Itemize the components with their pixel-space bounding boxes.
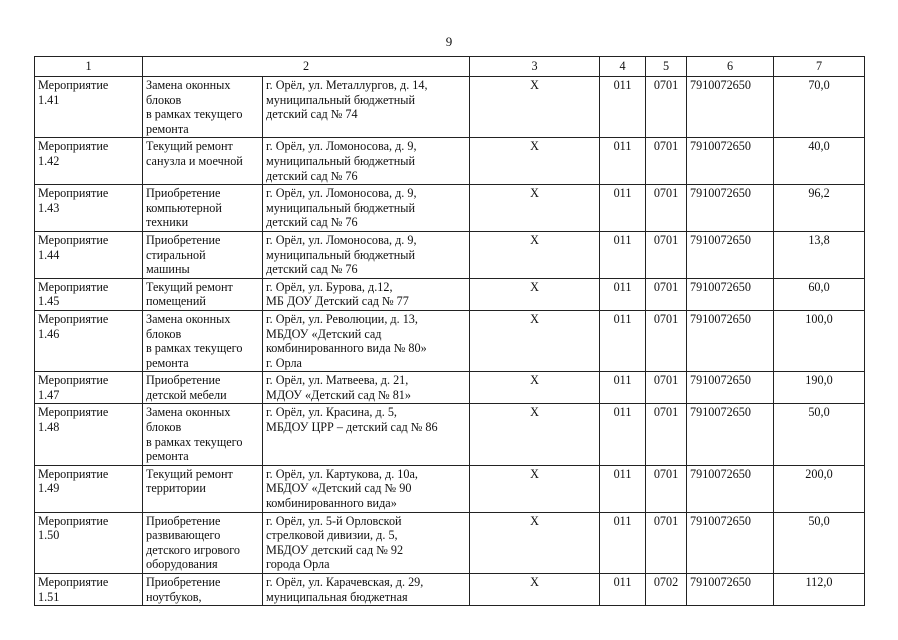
page-number: 9 — [445, 34, 453, 49]
measure-id-cell: Мероприятие 1.43 — [35, 185, 143, 232]
col5-cell: 0701 — [646, 138, 687, 185]
col7-cell: 112,0 — [774, 574, 865, 606]
col7-cell: 13,8 — [774, 231, 865, 278]
col3-cell: Х — [470, 465, 600, 512]
col7-cell: 60,0 — [774, 278, 865, 310]
measure-id-cell: Мероприятие 1.49 — [35, 465, 143, 512]
measure-name-cell: Приобретение развивающего детского игрового оборудования — [143, 512, 263, 573]
col3-cell: Х — [470, 231, 600, 278]
measure-id-cell: Мероприятие 1.41 — [35, 77, 143, 138]
col6-cell: 7910072650 — [687, 574, 774, 606]
measure-address-cell: г. Орёл, ул. Картукова, д. 10а, МБДОУ «Детский сад № 90 комбинированного вида» — [263, 465, 470, 512]
measure-name-cell: Приобретение детской мебели — [143, 372, 263, 404]
col4-cell: 011 — [600, 404, 646, 465]
col6-cell: 7910072650 — [687, 185, 774, 232]
col4-cell: 011 — [600, 372, 646, 404]
col4-cell: 011 — [600, 465, 646, 512]
col5-cell: 0702 — [646, 574, 687, 606]
col4-cell: 011 — [600, 512, 646, 573]
measure-address-cell: г. Орёл, ул. Матвеева, д. 21, МДОУ «Детский сад № 81» — [263, 372, 470, 404]
col7-cell: 96,2 — [774, 185, 865, 232]
header-col-5: 5 — [646, 57, 687, 77]
col4-cell: 011 — [600, 185, 646, 232]
col7-cell: 50,0 — [774, 404, 865, 465]
col7-cell: 200,0 — [774, 465, 865, 512]
table-row — [35, 77, 865, 138]
col4-cell: 011 — [600, 278, 646, 310]
col7-cell: 70,0 — [774, 77, 865, 138]
col5-cell: 0701 — [646, 231, 687, 278]
col3-cell: Х — [470, 278, 600, 310]
measures-table — [34, 56, 865, 606]
measure-id-cell: Мероприятие 1.50 — [35, 512, 143, 573]
col3-cell: Х — [470, 138, 600, 185]
col6-cell: 7910072650 — [687, 465, 774, 512]
header-col-1: 1 — [35, 57, 143, 77]
header-col-7: 7 — [774, 57, 865, 77]
col3-cell: Х — [470, 512, 600, 573]
measure-address-cell: г. Орёл, ул. 5-й Орловской стрелковой дивизии, д. 5, МБДОУ детский сад № 92 города Орла — [263, 512, 470, 573]
col7-cell: 40,0 — [774, 138, 865, 185]
measure-address-cell: г. Орёл, ул. Бурова, д.12, МБ ДОУ Детский сад № 77 — [263, 278, 470, 310]
header-col-4: 4 — [600, 57, 646, 77]
measure-address-cell: г. Орёл, ул. Ломоносова, д. 9, муниципальный бюджетный детский сад № 76 — [263, 231, 470, 278]
table-row — [35, 138, 865, 185]
header-row — [35, 57, 865, 77]
col6-cell: 7910072650 — [687, 77, 774, 138]
col7-cell: 50,0 — [774, 512, 865, 573]
measure-address-cell: г. Орёл, ул. Карачевская, д. 29, муниципальная бюджетная — [263, 574, 470, 606]
col4-cell: 011 — [600, 574, 646, 606]
measure-address-cell: г. Орёл, ул. Ломоносова, д. 9, муниципальный бюджетный детский сад № 76 — [263, 185, 470, 232]
measure-id-cell: Мероприятие 1.45 — [35, 278, 143, 310]
col5-cell: 0701 — [646, 185, 687, 232]
col6-cell: 7910072650 — [687, 278, 774, 310]
table-row — [35, 574, 865, 606]
col3-cell: Х — [470, 574, 600, 606]
table-row — [35, 310, 865, 371]
col4-cell: 011 — [600, 310, 646, 371]
table-row — [35, 372, 865, 404]
col5-cell: 0701 — [646, 465, 687, 512]
measure-address-cell: г. Орёл, ул. Революции, д. 13, МБДОУ «Детский сад комбинированного вида № 80» г. Орла — [263, 310, 470, 371]
col5-cell: 0701 — [646, 310, 687, 371]
col3-cell: Х — [470, 310, 600, 371]
table-row — [35, 231, 865, 278]
measure-name-cell: Текущий ремонт территории — [143, 465, 263, 512]
table-row — [35, 465, 865, 512]
col5-cell: 0701 — [646, 77, 687, 138]
col7-cell: 190,0 — [774, 372, 865, 404]
measure-id-cell: Мероприятие 1.42 — [35, 138, 143, 185]
col5-cell: 0701 — [646, 512, 687, 573]
col3-cell: Х — [470, 404, 600, 465]
col6-cell: 7910072650 — [687, 310, 774, 371]
col4-cell: 011 — [600, 138, 646, 185]
measure-name-cell: Приобретение стиральной машины — [143, 231, 263, 278]
measure-id-cell: Мероприятие 1.44 — [35, 231, 143, 278]
header-col-6: 6 — [687, 57, 774, 77]
col3-cell: Х — [470, 77, 600, 138]
col5-cell: 0701 — [646, 278, 687, 310]
measure-address-cell: г. Орёл, ул. Металлургов, д. 14, муниципальный бюджетный детский сад № 74 — [263, 77, 470, 138]
measure-name-cell: Замена оконных блоков в рамках текущего ремонта — [143, 77, 263, 138]
measure-address-cell: г. Орёл, ул. Ломоносова, д. 9, муниципальный бюджетный детский сад № 76 — [263, 138, 470, 185]
table-body — [35, 77, 865, 606]
measure-id-cell: Мероприятие 1.51 — [35, 574, 143, 606]
measure-name-cell: Текущий ремонт помещений — [143, 278, 263, 310]
col5-cell: 0701 — [646, 404, 687, 465]
col6-cell: 7910072650 — [687, 138, 774, 185]
col4-cell: 011 — [600, 77, 646, 138]
col5-cell: 0701 — [646, 372, 687, 404]
col6-cell: 7910072650 — [687, 404, 774, 465]
measure-id-cell: Мероприятие 1.46 — [35, 310, 143, 371]
measure-address-cell: г. Орёл, ул. Красина, д. 5, МБДОУ ЦРР – детский сад № 86 — [263, 404, 470, 465]
measure-name-cell: Замена оконных блоков в рамках текущего ремонта — [143, 310, 263, 371]
header-col-3: 3 — [470, 57, 600, 77]
measure-name-cell: Замена оконных блоков в рамках текущего ремонта — [143, 404, 263, 465]
measure-id-cell: Мероприятие 1.48 — [35, 404, 143, 465]
col3-cell: Х — [470, 185, 600, 232]
table-row — [35, 404, 865, 465]
measure-id-cell: Мероприятие 1.47 — [35, 372, 143, 404]
col6-cell: 7910072650 — [687, 231, 774, 278]
table-row — [35, 185, 865, 232]
col7-cell: 100,0 — [774, 310, 865, 371]
table-row — [35, 512, 865, 573]
measure-name-cell: Текущий ремонт санузла и моечной — [143, 138, 263, 185]
table-row — [35, 278, 865, 310]
col6-cell: 7910072650 — [687, 512, 774, 573]
measure-name-cell: Приобретение ноутбуков, — [143, 574, 263, 606]
measure-name-cell: Приобретение компьютерной техники — [143, 185, 263, 232]
col6-cell: 7910072650 — [687, 372, 774, 404]
header-col-2: 2 — [143, 57, 470, 77]
col3-cell: Х — [470, 372, 600, 404]
col4-cell: 011 — [600, 231, 646, 278]
